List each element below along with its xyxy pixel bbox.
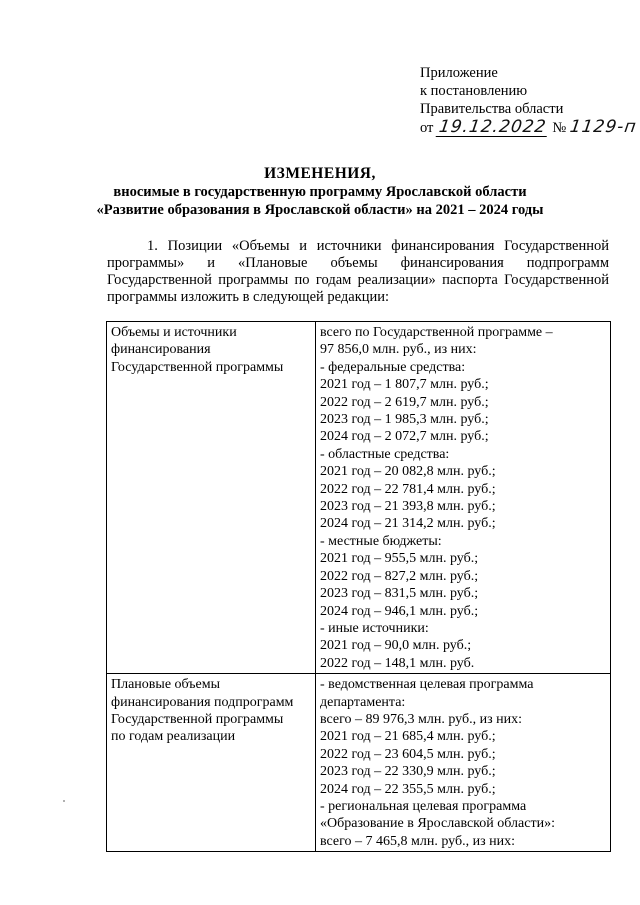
handwritten-date: 19.12.2022 bbox=[438, 117, 549, 137]
value-line: 2024 год – 21 314,2 млн. руб.; bbox=[320, 516, 496, 532]
number-label: № bbox=[552, 120, 567, 136]
value-line: 2022 год – 827,2 млн. руб.; bbox=[320, 568, 479, 584]
appendix-line-2: к постановлению bbox=[420, 83, 528, 99]
value-line: 2021 год – 20 082,8 млн. руб.; bbox=[320, 464, 496, 480]
value-line: - иные источники: bbox=[320, 620, 429, 636]
heading-subtitle-line-2: «Развитие образования в Ярославской области» на 2021 – 2024 годы bbox=[96, 202, 544, 218]
value-line: 2021 год – 955,5 млн. руб.; bbox=[320, 551, 479, 567]
label-line: Государственной программы bbox=[111, 359, 284, 375]
value-line: всего – 7 465,8 млн. руб., из них: bbox=[320, 833, 516, 849]
document-heading bbox=[0, 165, 640, 219]
from-label: от bbox=[420, 120, 434, 136]
row-value-cell bbox=[316, 322, 611, 674]
label-line: Государственной программы bbox=[111, 711, 284, 727]
value-line: - ведомственная целевая программа bbox=[320, 677, 534, 693]
value-line: 2024 год – 2 072,7 млн. руб.; bbox=[320, 429, 489, 445]
label-line: по годам реализации bbox=[111, 729, 236, 745]
intro-text: 1. Позиции «Объемы и источники финансирования Государственной программы» и «Плановые объемы финансирования подпрограмм Государственной программы по годам реализации» паспорта Государственной программы изложить в следующей редакции: bbox=[107, 238, 609, 305]
value-line: 2022 год – 23 604,5 млн. руб.; bbox=[320, 746, 496, 762]
row-value-cell bbox=[316, 674, 611, 852]
label-line: Плановые объемы bbox=[111, 677, 221, 693]
changes-table bbox=[106, 321, 611, 852]
table-row bbox=[107, 674, 611, 852]
value-line: 2023 год – 831,5 млн. руб.; bbox=[320, 586, 479, 602]
value-line: 2021 год – 1 807,7 млн. руб.; bbox=[320, 377, 489, 393]
value-line: 2022 год – 22 781,4 млн. руб.; bbox=[320, 481, 496, 497]
changes-table-body bbox=[107, 322, 611, 852]
value-line: 2024 год – 946,1 млн. руб.; bbox=[320, 603, 479, 619]
handwritten-number: 1129-п bbox=[568, 117, 639, 137]
appendix-line-3: Правительства области bbox=[420, 101, 564, 117]
value-line: всего – 89 976,3 млн. руб., из них: bbox=[320, 711, 523, 727]
intro-paragraph bbox=[107, 238, 609, 306]
value-line: 2022 год – 2 619,7 млн. руб.; bbox=[320, 394, 489, 410]
appendix-date-number-line bbox=[420, 118, 637, 137]
value-line: 2021 год – 21 685,4 млн. руб.; bbox=[320, 729, 496, 745]
table-row bbox=[107, 322, 611, 674]
scan-speck bbox=[63, 800, 65, 802]
value-line: 2023 год – 22 330,9 млн. руб.; bbox=[320, 764, 496, 780]
value-line: всего по Государственной программе – bbox=[320, 325, 553, 340]
value-line: 97 856,0 млн. руб., из них: bbox=[320, 342, 477, 358]
value-line: - местные бюджеты: bbox=[320, 533, 442, 549]
heading-subtitle-line-1: вносимые в государственную программу Ярославской области bbox=[113, 184, 527, 200]
heading-title: ИЗМЕНЕНИЯ, bbox=[264, 165, 376, 182]
appendix-line-1: Приложение bbox=[420, 65, 498, 81]
value-line: - областные средства: bbox=[320, 446, 450, 462]
value-line: 2023 год – 21 393,8 млн. руб.; bbox=[320, 499, 496, 515]
value-line: 2021 год – 90,0 млн. руб.; bbox=[320, 638, 472, 654]
label-line: Объемы и источники bbox=[111, 325, 237, 340]
value-line: 2023 год – 1 985,3 млн. руб.; bbox=[320, 412, 489, 428]
label-line: финансирования подпрограмм bbox=[111, 694, 294, 710]
value-line: - федеральные средства: bbox=[320, 359, 466, 375]
value-line: «Образование в Ярославской области»: bbox=[320, 816, 555, 832]
value-line: 2022 год – 148,1 млн. руб. bbox=[320, 655, 475, 671]
row-label-cell bbox=[107, 674, 316, 852]
value-line: департамента: bbox=[320, 694, 406, 710]
value-line: 2024 год – 22 355,5 млн. руб.; bbox=[320, 781, 496, 797]
appendix-block bbox=[420, 64, 637, 137]
row-label-cell bbox=[107, 322, 316, 674]
label-line: финансирования bbox=[111, 342, 211, 358]
value-line: - региональная целевая программа bbox=[320, 798, 527, 814]
